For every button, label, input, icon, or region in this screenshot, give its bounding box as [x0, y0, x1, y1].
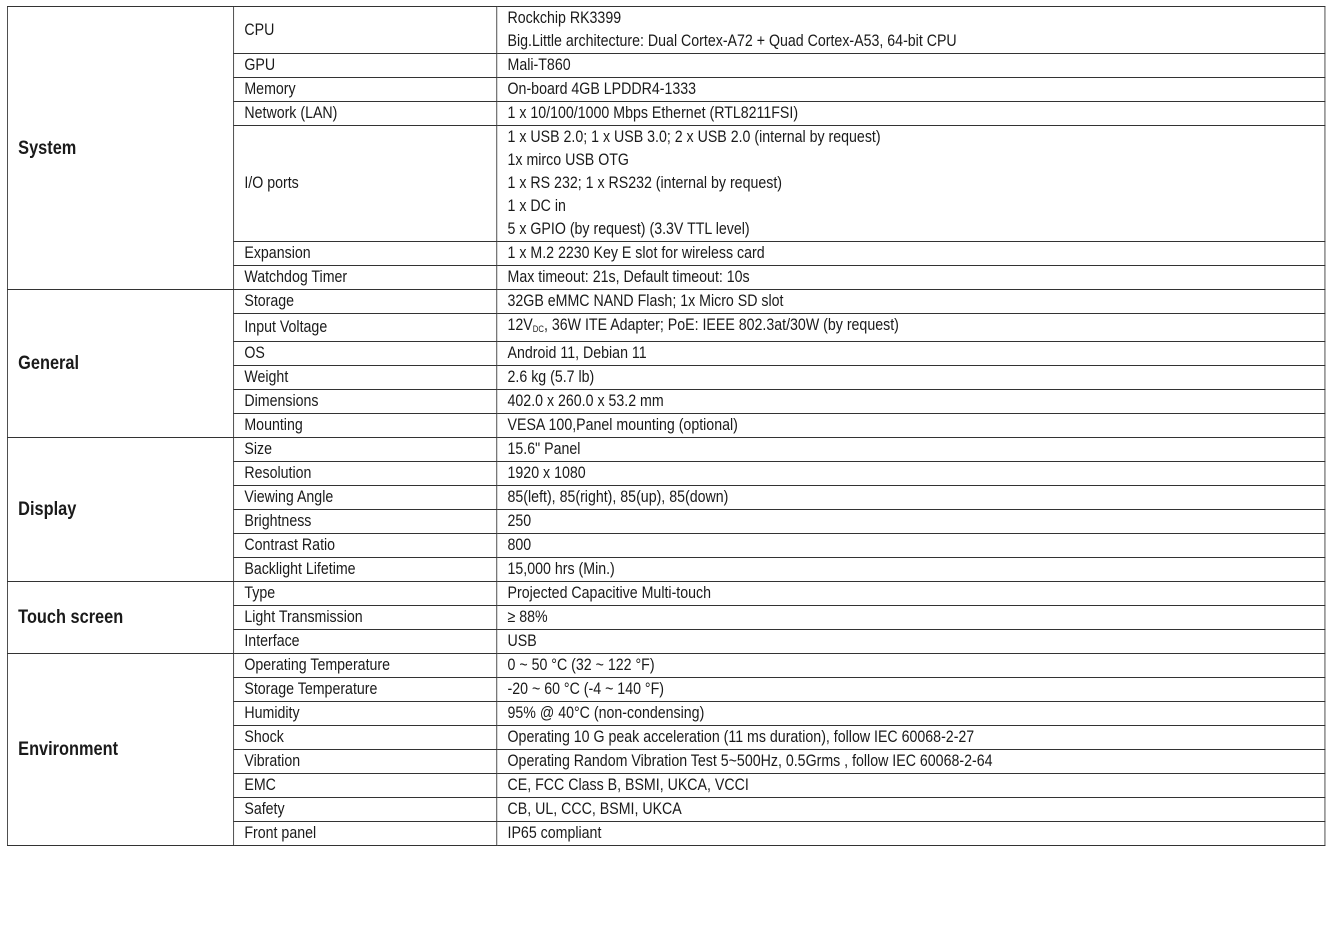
spec-label: Front panel [234, 822, 497, 846]
spec-label: Storage [234, 290, 497, 314]
spec-value [497, 702, 1325, 726]
spec-value-line: Mali-T860 [507, 56, 571, 74]
spec-value [497, 606, 1325, 630]
spec-table [7, 6, 1325, 846]
voltage-subscript: DC [532, 324, 544, 334]
spec-label: Safety [234, 798, 497, 822]
spec-value [497, 366, 1325, 390]
spec-value [497, 630, 1325, 654]
spec-value [497, 414, 1325, 438]
spec-value-line: 1 x RS 232; 1 x RS232 (internal by request) [507, 174, 783, 192]
spec-label: Resolution [234, 462, 497, 486]
spec-value-line: 1 x DC in [507, 197, 566, 215]
spec-value-line: Rockchip RK3399 [507, 9, 622, 27]
spec-value [497, 678, 1325, 702]
spec-label: Operating Temperature [234, 654, 497, 678]
section-header: Environment [7, 654, 233, 846]
spec-value [497, 102, 1325, 126]
spec-value [497, 78, 1325, 102]
spec-value-line: ≥ 88% [507, 608, 548, 626]
section-header: General [7, 290, 233, 438]
spec-label: I/O ports [234, 126, 497, 242]
spec-value-line: 2.6 kg (5.7 lb) [507, 368, 595, 386]
spec-label: Interface [234, 630, 497, 654]
spec-value-line: CB, UL, CCC, BSMI, UKCA [507, 800, 682, 818]
spec-label: Input Voltage [234, 314, 497, 342]
spec-value-line: USB [507, 632, 537, 650]
spec-label: Backlight Lifetime [234, 558, 497, 582]
table-row [7, 654, 1325, 678]
spec-table-body [7, 7, 1325, 846]
spec-value [497, 534, 1325, 558]
spec-value [497, 774, 1325, 798]
spec-label: Size [234, 438, 497, 462]
spec-label: Dimensions [234, 390, 497, 414]
spec-value [497, 822, 1325, 846]
spec-label: Contrast Ratio [234, 534, 497, 558]
table-row [7, 582, 1325, 606]
spec-value-line: 85(left), 85(right), 85(up), 85(down) [507, 488, 729, 506]
spec-value-line: 0 ~ 50 °C (32 ~ 122 °F) [507, 656, 655, 674]
spec-value-line: 32GB eMMC NAND Flash; 1x Micro SD slot [507, 292, 784, 310]
spec-label: OS [234, 342, 497, 366]
spec-value-line: VESA 100,Panel mounting (optional) [507, 416, 738, 434]
spec-value [497, 798, 1325, 822]
spec-value [497, 7, 1325, 54]
spec-value [497, 290, 1325, 314]
spec-label: GPU [234, 54, 497, 78]
spec-value [497, 438, 1325, 462]
spec-value-line: IP65 compliant [507, 824, 602, 842]
table-row [7, 290, 1325, 314]
section-header: System [7, 7, 233, 290]
spec-label: Memory [234, 78, 497, 102]
table-row [7, 438, 1325, 462]
spec-value-line: Operating Random Vibration Test 5~500Hz, 0.5Grms , follow IEC 60068-2-64 [507, 752, 993, 770]
spec-label: Humidity [234, 702, 497, 726]
spec-value-line: 402.0 x 260.0 x 53.2 mm [507, 392, 664, 410]
spec-value [497, 314, 1325, 342]
spec-value-line: 1920 x 1080 [507, 464, 586, 482]
spec-value [497, 750, 1325, 774]
table-row [7, 7, 1325, 54]
spec-value [497, 510, 1325, 534]
spec-value-line: Operating 10 G peak acceleration (11 ms duration), follow IEC 60068-2-27 [507, 728, 975, 746]
spec-value-line: 1 x 10/100/1000 Mbps Ethernet (RTL8211FSI) [507, 104, 799, 122]
spec-value [497, 558, 1325, 582]
spec-value-line: CE, FCC Class B, BSMI, UKCA, VCCI [507, 776, 749, 794]
spec-label: Shock [234, 726, 497, 750]
spec-value [497, 342, 1325, 366]
spec-label: Mounting [234, 414, 497, 438]
spec-value-line: 1 x USB 2.0; 1 x USB 3.0; 2 x USB 2.0 (internal by request) [507, 128, 881, 146]
spec-label: CPU [234, 7, 497, 54]
spec-value-line: 95% @ 40°C (non-condensing) [507, 704, 705, 722]
spec-label: EMC [234, 774, 497, 798]
spec-value-line: 15,000 hrs (Min.) [507, 560, 615, 578]
spec-label: Viewing Angle [234, 486, 497, 510]
spec-value [497, 486, 1325, 510]
spec-label: Storage Temperature [234, 678, 497, 702]
spec-value-line: Big.Little architecture: Dual Cortex-A72 + Quad Cortex-A53, 64-bit CPU [507, 32, 957, 50]
section-header: Display [7, 438, 233, 582]
spec-value [497, 462, 1325, 486]
spec-value-line: 1 x M.2 2230 Key E slot for wireless card [507, 244, 765, 262]
spec-value-line: Projected Capacitive Multi-touch [507, 584, 712, 602]
spec-value-line: On-board 4GB LPDDR4-1333 [507, 80, 697, 98]
spec-label: Weight [234, 366, 497, 390]
spec-value-line: 15.6" Panel [507, 440, 581, 458]
section-header: Touch screen [7, 582, 233, 654]
spec-value-line: Max timeout: 21s, Default timeout: 10s [507, 268, 750, 286]
spec-value [497, 654, 1325, 678]
spec-label: Light Transmission [234, 606, 497, 630]
spec-value-line: 250 [507, 512, 532, 530]
spec-label: Expansion [234, 242, 497, 266]
spec-value [497, 242, 1325, 266]
spec-value [497, 390, 1325, 414]
spec-value-line: Android 11, Debian 11 [507, 344, 647, 362]
spec-label: Brightness [234, 510, 497, 534]
spec-value [497, 266, 1325, 290]
voltage-detail: , 36W ITE Adapter; PoE: IEEE 802.3at/30W (by request) [543, 316, 899, 334]
voltage-value: 12V [507, 316, 533, 334]
spec-value [497, 726, 1325, 750]
spec-value-line: 5 x GPIO (by request) (3.3V TTL level) [507, 220, 750, 238]
spec-value-line: 800 [507, 536, 532, 554]
spec-value [497, 126, 1325, 242]
spec-value [497, 54, 1325, 78]
spec-label: Vibration [234, 750, 497, 774]
spec-label: Watchdog Timer [234, 266, 497, 290]
spec-value-line: -20 ~ 60 °C (-4 ~ 140 °F) [507, 680, 664, 698]
spec-label: Type [234, 582, 497, 606]
spec-label: Network (LAN) [234, 102, 497, 126]
spec-value-line: 1x mirco USB OTG [507, 151, 629, 169]
spec-value [497, 582, 1325, 606]
